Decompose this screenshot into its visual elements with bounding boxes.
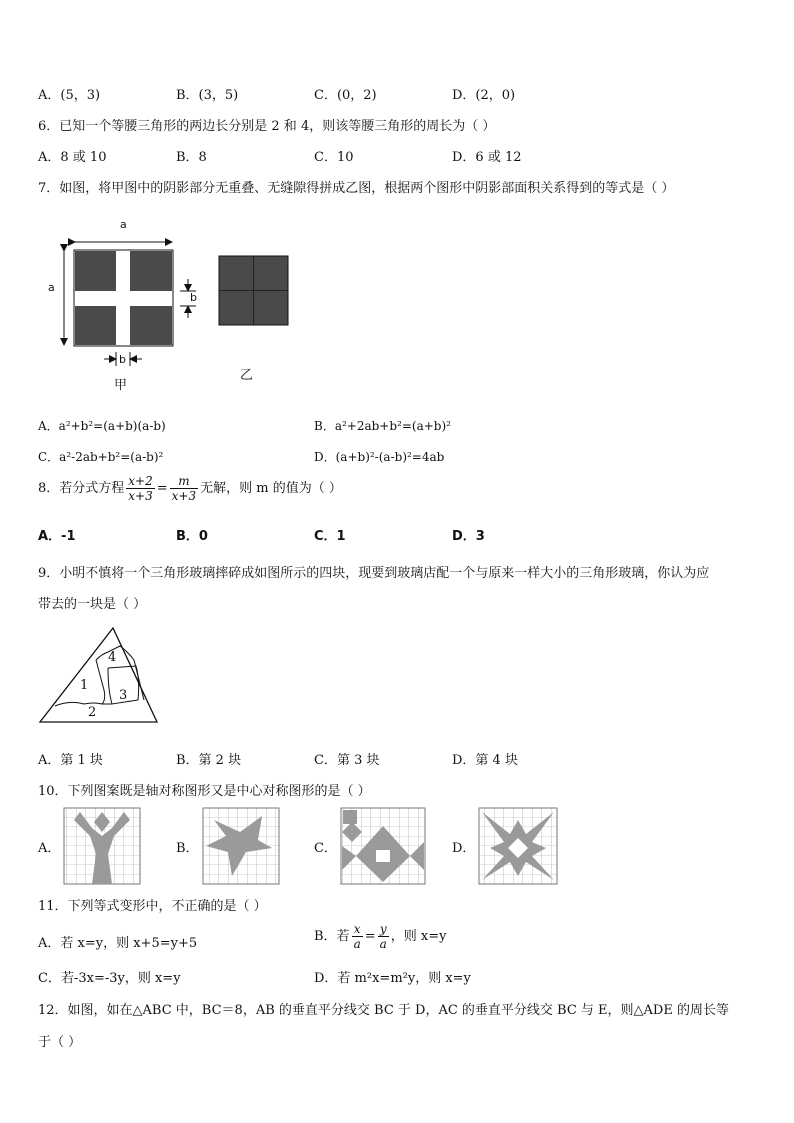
q7-label-yi: 乙 <box>240 368 254 383</box>
q6-option-b: B．8 <box>176 150 207 165</box>
q6-option-a: A．8 或 10 <box>38 150 107 165</box>
q11-stem: 11．下列等式变形中，不正确的是（ ） <box>38 899 267 914</box>
q8-lhs-den: x+3 <box>128 489 153 503</box>
q5-option-c: C．(0，2) <box>314 88 377 103</box>
q10-pattern-c <box>341 808 425 884</box>
q9-option-b: B．第 2 块 <box>176 753 242 768</box>
q9-piece-2: 2 <box>88 705 97 720</box>
q11-b-frac2-den: a <box>379 937 387 951</box>
q11-b-prefix: B．若 <box>314 929 350 944</box>
q7-option-b: B．a²+2ab+b²=(a+b)² <box>314 419 451 433</box>
q11-option-b <box>314 922 446 951</box>
q11-option-c: C．若-3x=-3y，则 x=y <box>38 971 181 986</box>
q9-piece-3: 3 <box>119 688 128 703</box>
q8-equals: = <box>156 481 168 496</box>
q6-option-c: C．10 <box>314 150 354 165</box>
q7-option-c: C．a²-2ab+b²=(a-b)² <box>38 450 164 464</box>
q10-label-c: C． <box>314 841 337 856</box>
q10-label-d: D． <box>452 841 476 856</box>
q10-pattern-d <box>479 808 557 884</box>
q11-b-frac2 <box>378 922 389 951</box>
q8-option-c: C．1 <box>314 529 346 544</box>
q11-b-frac1-den: a <box>353 937 361 951</box>
q8-rhs-num: m <box>170 474 198 489</box>
q10-pattern-a <box>64 808 140 884</box>
q11-option-a: A．若 x=y，则 x+5=y+5 <box>38 936 198 951</box>
q6-stem: 6．已知一个等腰三角形的两边长分别是 2 和 4，则该等腰三角形的周长为（ ） <box>38 119 496 134</box>
q7-option-d: D．(a+b)²-(a-b)²=4ab <box>314 450 445 464</box>
q7-label-a-top: a <box>120 218 127 231</box>
q11-b-frac1 <box>352 922 363 951</box>
q9-stem-line2: 带去的一块是（ ） <box>38 597 147 612</box>
q8-lhs-num: x+2 <box>128 474 153 488</box>
q8-suffix: 无解，则 m 的值为（ ） <box>200 481 342 496</box>
q9-stem-line1: 9．小明不慎将一个三角形玻璃摔碎成如图所示的四块，现要到玻璃店配一个与原来一样大小的三角形玻璃，你认为应 <box>38 566 710 581</box>
q7-label-jia: 甲 <box>114 378 128 393</box>
q9-option-d: D．第 4 块 <box>452 753 518 768</box>
q7-label-b-right: b <box>190 291 197 304</box>
q11-b-equals: = <box>364 929 376 944</box>
q7-stem: 7．如图，将甲图中的阴影部分无重叠、无缝隙得拼成乙图，根据两个图形中阴影部面积关系得到的等式是（ ） <box>38 181 675 196</box>
q11-b-suffix: ，则 x=y <box>390 929 447 944</box>
q10-label-b: B． <box>176 841 199 856</box>
q7-label-a-left: a <box>48 281 55 294</box>
q7-label-b-bottom: b <box>119 353 126 366</box>
q8-option-b: B．0 <box>176 529 208 544</box>
q5-option-d: D．(2，0) <box>452 88 516 103</box>
q8-rhs-den: x+3 <box>171 489 197 503</box>
q5-option-a: A．(5，3) <box>38 88 101 103</box>
q6-option-d: D．6 或 12 <box>452 150 522 165</box>
q8-prefix: 8．若分式方程 <box>38 481 125 496</box>
q9-piece-4: 4 <box>108 650 117 665</box>
q8-option-d: D．3 <box>452 529 485 544</box>
q9-option-c: C．第 3 块 <box>314 753 380 768</box>
q10-stem: 10．下列图案既是轴对称图形又是中心对称图形的是（ ） <box>38 784 371 799</box>
q11-b-frac2-num: y <box>378 922 389 937</box>
q9-piece-1: 1 <box>80 678 89 693</box>
q8-option-a: A．-1 <box>38 529 76 544</box>
q11-option-d: D．若 m²x=m²y，则 x=y <box>314 971 471 986</box>
q5-option-b: B．(3，5) <box>176 88 239 103</box>
q10-pattern-b <box>203 808 279 884</box>
q9-option-a: A．第 1 块 <box>38 753 103 768</box>
q7-option-a: A．a²+b²=(a+b)(a-b) <box>38 419 166 433</box>
q10-label-a: A． <box>38 841 61 856</box>
q12-stem-line1: 12．如图，如在△ABC 中，BC＝8，AB 的垂直平分线交 BC 于 D，AC 的垂直平分线交 BC 与 E，则△ADE 的周长等 <box>38 1003 729 1018</box>
q11-b-frac1-num: x <box>352 922 363 937</box>
q12-stem-line2: 于（ ） <box>38 1035 82 1050</box>
